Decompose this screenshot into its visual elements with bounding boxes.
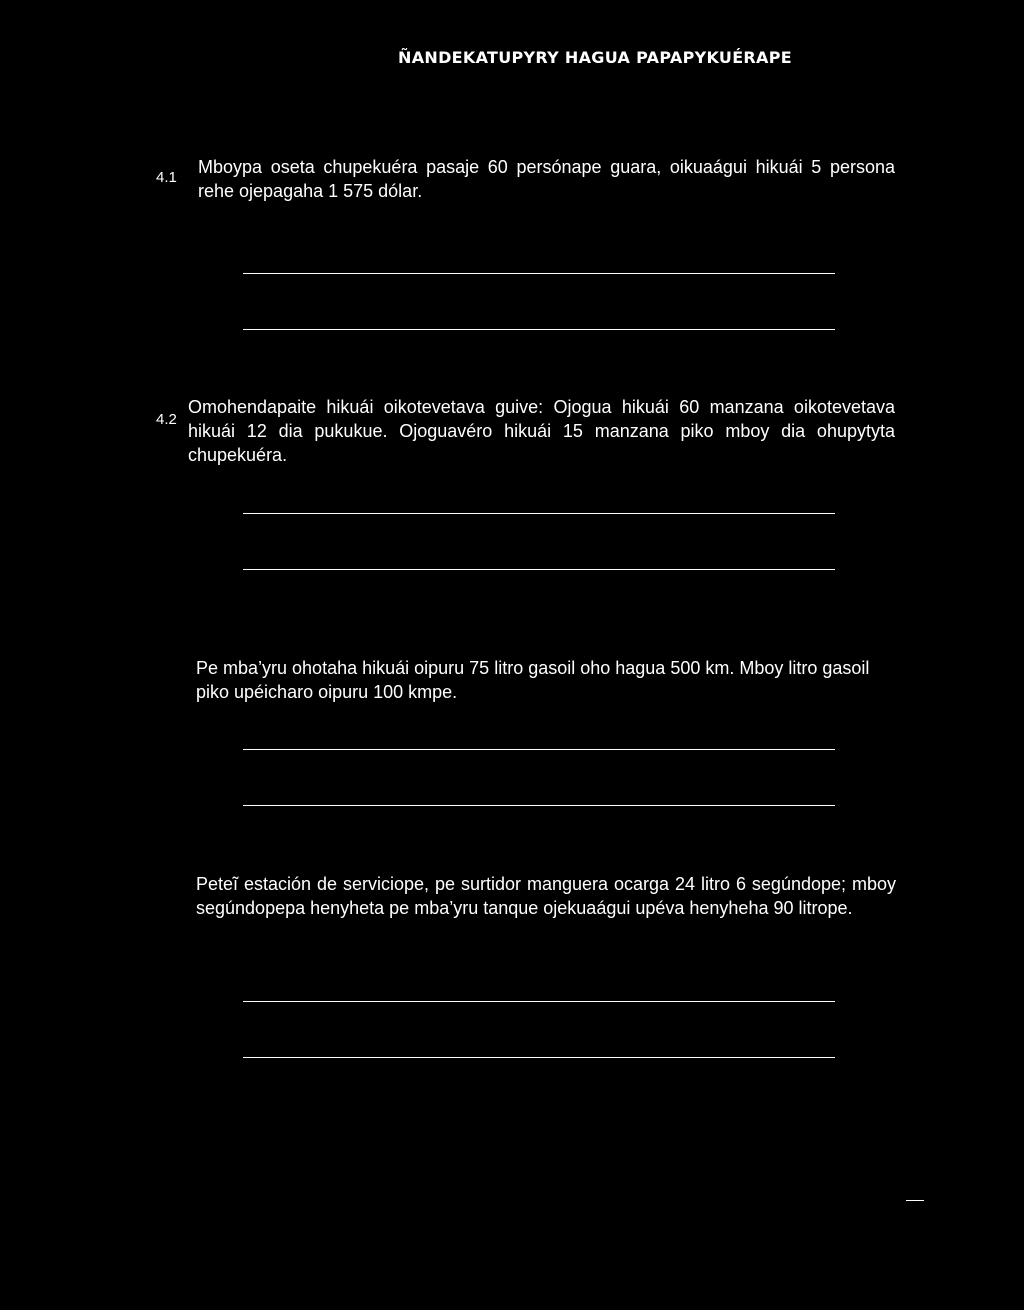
answer-line[interactable]	[243, 1001, 835, 1002]
answer-line[interactable]	[243, 569, 835, 570]
problem-text: Peteĩ estación de serviciope, pe surtidor manguera ocarga 24 litro 6 segúndope; mboy segúndopepa henyheta pe mba’yru tanque ojekuaágui upéva henyheha 90 litrope.	[196, 874, 896, 918]
answer-line[interactable]	[243, 749, 835, 750]
answer-line[interactable]	[243, 513, 835, 514]
problem-text: Mboypa oseta chupekuéra pasaje 60 persónape guara, oikuaágui hikuái 5 persona rehe ojepagaha 1 575 dólar.	[198, 157, 895, 201]
answer-line[interactable]	[243, 273, 835, 274]
answer-line[interactable]	[243, 1057, 835, 1058]
problem-text: Omohendapaite hikuái oikotevetava guive: Ojogua hikuái 60 manzana oikotevetava hikuái 12 dia pukukue. Ojoguavéro hikuái 15 manzana piko mboy dia ohupytyta chupekuéra.	[188, 397, 895, 465]
answer-line[interactable]	[243, 805, 835, 806]
answer-line[interactable]	[243, 329, 835, 330]
problem-number: 4.2	[156, 411, 177, 428]
problem-number: 4.1	[156, 169, 177, 186]
problem-text: Pe mba’yru ohotaha hikuái oipuru 75 litro gasoil oho hagua 500 km. Mboy litro gasoil piko upéicharo oipuru 100 kmpe.	[196, 658, 870, 702]
footer-dash	[906, 1200, 924, 1201]
page-header-title: ÑANDEKATUPYRY HAGUA PAPAPYKUÉRAPE	[398, 48, 792, 67]
